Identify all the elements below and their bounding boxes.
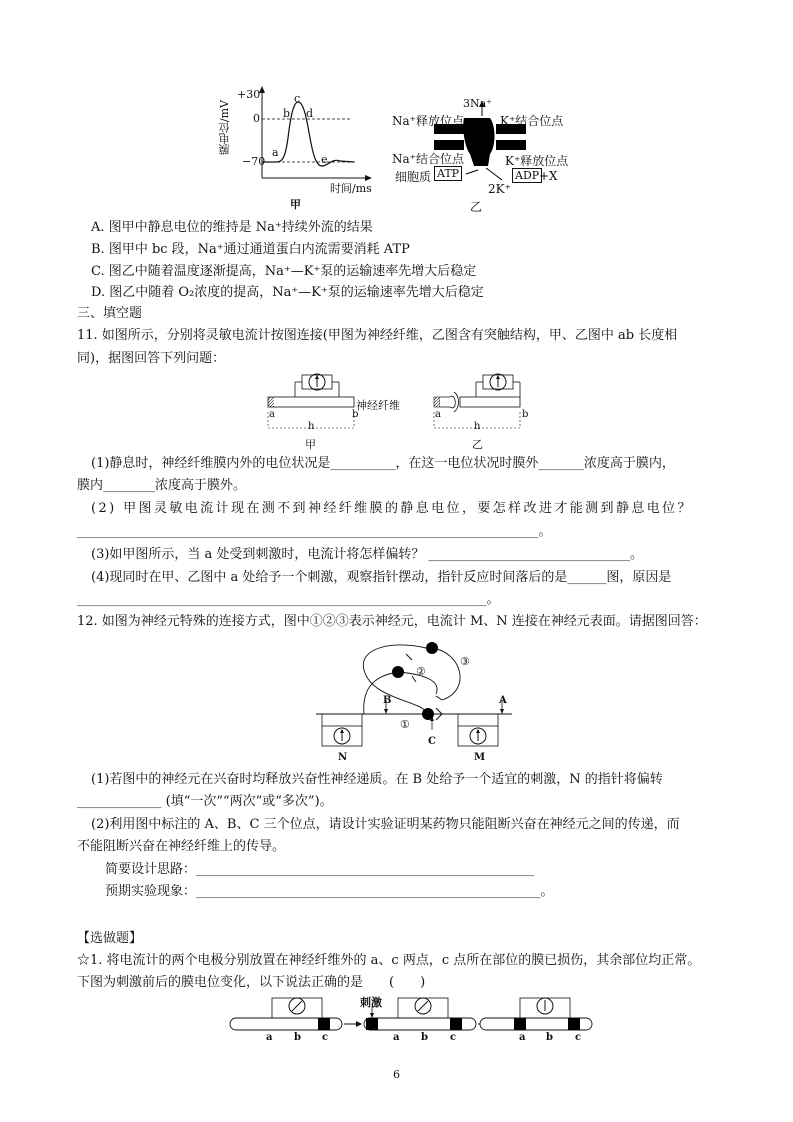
jia-tick-p30: +30 [237, 88, 261, 101]
q11-part2-line1: (2) 甲图灵敏电流计现在测不到神经纤维膜的静息电位，要怎样改进才能测到静息电位？ [91, 501, 693, 516]
jia-tick-0: 0 [253, 112, 260, 125]
jia-point-e: e [321, 153, 328, 166]
q11-part2-line2: _______________________________________________________________________。 [77, 524, 552, 539]
yi-caption: 乙 [470, 200, 483, 214]
optional-f2-c: c [450, 1032, 457, 1043]
yi-k-bind-label: K⁺结合位点 [500, 114, 564, 128]
jia-y-axis-label: 膜电位/mV [218, 100, 231, 156]
yi-cytoplasm-label: 细胞质 [395, 170, 432, 184]
q11-stem-line2: 同)，据图回答下列问题： [77, 351, 226, 366]
q11-jia-a: a [269, 409, 275, 420]
q10-option-a: A. 图甲中静息电位的维持是 Na⁺持续外流的结果 [91, 220, 373, 235]
q11-yi-b: b [522, 409, 529, 420]
q12-neuron-3-label: ③ [460, 655, 470, 668]
q11-stem-line1: 11. 如图所示，分别将灵敏电流计按图连接(甲图为神经纤维，乙图含有突触结构，甲、乙图中 ab 长度相 [77, 328, 678, 343]
q10-option-b: B. 图甲中 bc 段，Na⁺通过通道蛋白内流需要消耗 ATP [91, 242, 410, 257]
yi-2k-label: 2K⁺ [488, 182, 511, 196]
optional-f1-a: a [266, 1032, 273, 1043]
q11-yi-a: a [435, 409, 441, 420]
q12-neuron-1-label: ① [400, 718, 410, 731]
jia-point-a: a [272, 146, 279, 159]
q11-jia-fiber-label: 神经纤维 [356, 399, 400, 412]
optional-f3-b: b [546, 1032, 553, 1043]
q12-part1-line2: _____________ (填“一次”“两次”或“多次”)。 [77, 794, 333, 809]
q11-part1-line2: 膜内________浓度高于膜外。 [77, 478, 247, 493]
q12-galvanometer-n-label: N [338, 752, 348, 763]
jia-x-axis-label: 时间/ms [330, 182, 372, 195]
q11-part3: (3)如甲图所示，当 a 处受到刺激时，电流计将怎样偏转？ _______________________________。 [91, 547, 644, 562]
q12-point-b-label: B [383, 695, 392, 706]
optional-f2-b: b [421, 1032, 428, 1043]
optional-f2-a: a [393, 1032, 400, 1043]
q10-option-c: C. 图乙中随着温度逐渐提高，Na⁺—K⁺泵的运输速率先增大后稳定 [91, 264, 477, 279]
q11-part1-line1: (1)静息时，神经纤维膜内外的电位状况是__________，在这一电位状况时膜外_______浓度高于膜内， [91, 456, 675, 471]
yi-3na-label: 3Na⁺ [463, 97, 492, 110]
yi-adp-box: ADP [512, 168, 542, 183]
q12-design-blank: 简要设计思路：____________________________________________________ [105, 862, 535, 877]
optional-f3-a: a [519, 1032, 526, 1043]
q11-part4-line1: (4)现同时在甲、乙图中 a 处给予一个刺激，观察指针摆动，指针反应时间落后的是______图，原因是 [91, 570, 672, 585]
optional-f1-c: c [322, 1032, 329, 1043]
q12-galvanometer-m-label: M [474, 752, 486, 763]
optional-f1-b: b [294, 1032, 301, 1043]
q12-expect-blank: 预期实验现象：_____________________________________________________。 [105, 884, 554, 899]
optional-f3-c: c [575, 1032, 582, 1043]
q12-point-a-label: A [499, 695, 507, 706]
jia-point-d: d [306, 107, 314, 120]
q12-part2-line1: (2)利用图中标注的 A、B、C 三个位点，请设计实验证明某药物只能阻断兴奋在神经元之间的传递，而 [91, 817, 680, 832]
q12-part2-line2: 不能阻断兴奋在神经纤维上的传导。 [77, 839, 286, 854]
q10-option-d: D. 图乙中随着 O₂浓度的提高，Na⁺—K⁺泵的运输速率先增大后稳定 [91, 285, 484, 300]
optional-q1-line1: ☆1. 将电流计的两个电极分别放置在神经纤维外的 a、c 两点，c 点所在部位的膜已损伤，其余部位均正常。 [77, 953, 701, 968]
yi-k-release-label: K⁺释放位点 [505, 154, 569, 168]
q12-part1-line1: (1)若图中的神经元在兴奋时均释放兴奋性神经递质。在 B 处给予一个适宜的刺激，N 的指针将偏转 [91, 772, 663, 787]
jia-tick-m70: −70 [242, 155, 266, 168]
section-fill-in-heading: 三、填空题 [77, 306, 143, 321]
q11-jia-caption: 甲 [305, 438, 316, 451]
yi-x-label: +X [539, 169, 558, 183]
yi-atp-box: ATP [434, 166, 462, 181]
q11-jia-h: h [308, 421, 315, 432]
optional-q1-line2: 下图为刺激前后的膜电位变化，以下说法正确的是 ( ) [77, 975, 426, 990]
q11-part4-line2: _______________________________________________________________。 [77, 592, 500, 607]
q11-yi-h: h [474, 421, 481, 432]
jia-point-b: b [283, 107, 291, 120]
q12-neuron-2-label: ② [416, 665, 426, 678]
jia-caption: 甲 [290, 198, 301, 211]
q12-point-c-label: C [428, 736, 436, 747]
q11-jia-b: b [352, 409, 359, 420]
page-number: 6 [393, 1068, 400, 1081]
optional-heading: 【选做题】 [77, 931, 143, 946]
q12-stem: 12. 如图为神经元特殊的连接方式，图中①②③表示神经元，电流计 M、N 连接在神经元表面。请据图回答： [77, 614, 707, 629]
yi-na-bind-label: Na⁺结合位点 [392, 152, 464, 166]
optional-stim-label: 刺激 [360, 996, 382, 1009]
yi-na-release-label: Na⁺释放位点 [392, 114, 464, 128]
q12-neuron-figure [312, 630, 522, 762]
jia-point-c: c [294, 92, 301, 105]
optional-fiber-sequence-figure [228, 992, 598, 1044]
q11-yi-caption: 乙 [472, 438, 483, 451]
